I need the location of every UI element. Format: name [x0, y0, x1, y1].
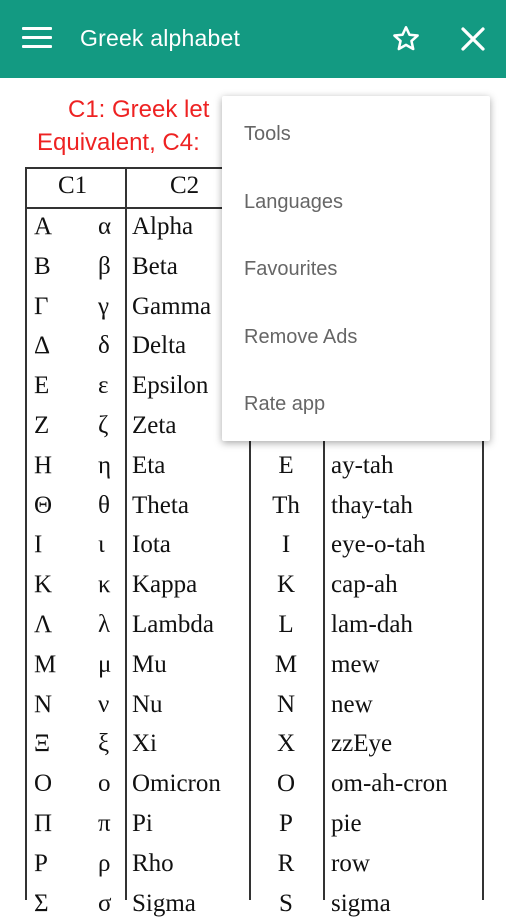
cell-english-equivalent: E [278, 451, 294, 479]
cell-letter-name: Theta [132, 491, 189, 519]
app-bar [0, 0, 506, 78]
cell-letter-name: Xi [132, 730, 157, 758]
cell-letter-name: Kappa [132, 571, 198, 599]
app-title: Greek alphabet [80, 25, 241, 51]
cell-letter-name: Nu [132, 690, 163, 718]
cell-greek-lower: λ [98, 611, 111, 638]
menu-item-tools[interactable]: Tools [244, 123, 291, 145]
cell-pronunciation: zzEye [331, 730, 393, 758]
cell-greek-upper: Ο [34, 770, 53, 798]
caption-line-1: C1: Greek let [68, 96, 210, 123]
cell-greek-upper: Γ [34, 292, 49, 320]
cell-greek-lower: θ [98, 491, 110, 519]
star-outline-icon[interactable] [390, 22, 422, 56]
menu-item-languages[interactable]: Languages [244, 191, 343, 213]
cell-letter-name: Pi [132, 810, 153, 837]
cell-greek-lower: ι [98, 531, 105, 559]
cell-pronunciation: row [331, 849, 370, 877]
table-col-divider [125, 167, 127, 900]
cell-greek-lower: ο [98, 770, 111, 798]
cell-greek-upper: Π [34, 810, 53, 837]
cell-greek-upper: Ζ [34, 412, 50, 439]
cell-pronunciation: om-ah-cron [331, 770, 448, 798]
cell-english-equivalent: Th [272, 491, 300, 519]
cell-greek-lower: ε [98, 372, 109, 400]
cell-greek-lower: π [98, 810, 111, 837]
cell-pronunciation: lam-dah [331, 611, 413, 638]
cell-english-equivalent: S [279, 889, 293, 917]
cell-greek-lower: κ [98, 571, 111, 599]
cell-greek-lower: ν [98, 690, 110, 718]
cell-pronunciation: pie [331, 810, 362, 837]
overflow-popup-menu [222, 96, 490, 441]
cell-letter-name: Mu [132, 650, 167, 678]
cell-pronunciation: ay-tah [331, 451, 394, 479]
cell-letter-name: Gamma [132, 292, 212, 320]
cell-pronunciation: sigma [331, 889, 391, 917]
table-border-left [25, 167, 27, 900]
close-icon[interactable] [458, 24, 488, 54]
cell-letter-name: Epsilon [132, 372, 209, 400]
cell-english-equivalent: X [276, 730, 296, 758]
cell-pronunciation: eye-o-tah [331, 531, 426, 559]
cell-greek-upper: Ν [34, 690, 53, 718]
cell-letter-name: Zeta [132, 412, 177, 439]
cell-letter-name: Sigma [132, 889, 196, 917]
cell-pronunciation: cap-ah [331, 571, 398, 599]
cell-greek-lower: β [98, 252, 111, 280]
menu-item-rate-app[interactable]: Rate app [244, 393, 326, 415]
cell-greek-upper: Ε [34, 372, 50, 400]
cell-greek-upper: Σ [34, 889, 49, 917]
cell-greek-upper: Λ [34, 611, 53, 638]
cell-greek-lower: ρ [98, 849, 111, 877]
cell-greek-upper: Ξ [34, 730, 51, 758]
cell-english-equivalent: L [278, 611, 294, 638]
cell-english-equivalent: M [274, 650, 298, 678]
cell-greek-lower: σ [98, 889, 112, 917]
cell-letter-name: Omicron [132, 770, 221, 798]
cell-letter-name: Delta [132, 332, 187, 360]
cell-english-equivalent: K [276, 571, 296, 599]
cell-greek-upper: Η [34, 451, 53, 479]
cell-greek-lower: η [98, 451, 112, 479]
cell-english-equivalent: R [277, 849, 295, 877]
cell-greek-upper: Β [34, 252, 51, 280]
cell-pronunciation: thay-tah [331, 491, 413, 519]
cell-english-equivalent: I [281, 531, 291, 559]
menu-item-remove-ads[interactable]: Remove Ads [244, 326, 358, 348]
cell-greek-upper: Μ [34, 650, 57, 678]
caption-line-2: Equivalent, C4: [37, 129, 200, 156]
cell-letter-name: Alpha [132, 213, 194, 240]
cell-greek-upper: Δ [34, 332, 51, 360]
cell-letter-name: Iota [132, 531, 171, 559]
table-header-c2: C2 [170, 172, 200, 199]
cell-greek-lower: α [98, 213, 112, 240]
hamburger-menu-icon[interactable] [22, 27, 52, 51]
cell-greek-lower: γ [98, 292, 110, 320]
cell-greek-upper: Θ [34, 491, 53, 519]
cell-pronunciation: new [331, 690, 373, 718]
cell-letter-name: Eta [132, 451, 166, 479]
cell-greek-upper: Α [34, 213, 53, 240]
cell-greek-lower: ξ [98, 730, 110, 758]
cell-english-equivalent: P [279, 810, 293, 837]
cell-greek-lower: ζ [98, 412, 109, 439]
cell-english-equivalent: N [276, 690, 296, 718]
menu-item-favourites[interactable]: Favourites [244, 258, 338, 280]
cell-greek-upper: Κ [34, 571, 53, 599]
cell-letter-name: Rho [132, 849, 174, 877]
cell-letter-name: Lambda [132, 611, 214, 638]
cell-letter-name: Beta [132, 252, 178, 280]
cell-english-equivalent: O [276, 770, 296, 798]
cell-pronunciation: mew [331, 650, 380, 678]
cell-greek-lower: δ [98, 332, 110, 360]
cell-greek-lower: μ [98, 650, 112, 678]
table-header-c1: C1 [58, 172, 88, 199]
cell-greek-upper: Ρ [34, 849, 48, 877]
cell-greek-upper: Ι [34, 531, 43, 559]
